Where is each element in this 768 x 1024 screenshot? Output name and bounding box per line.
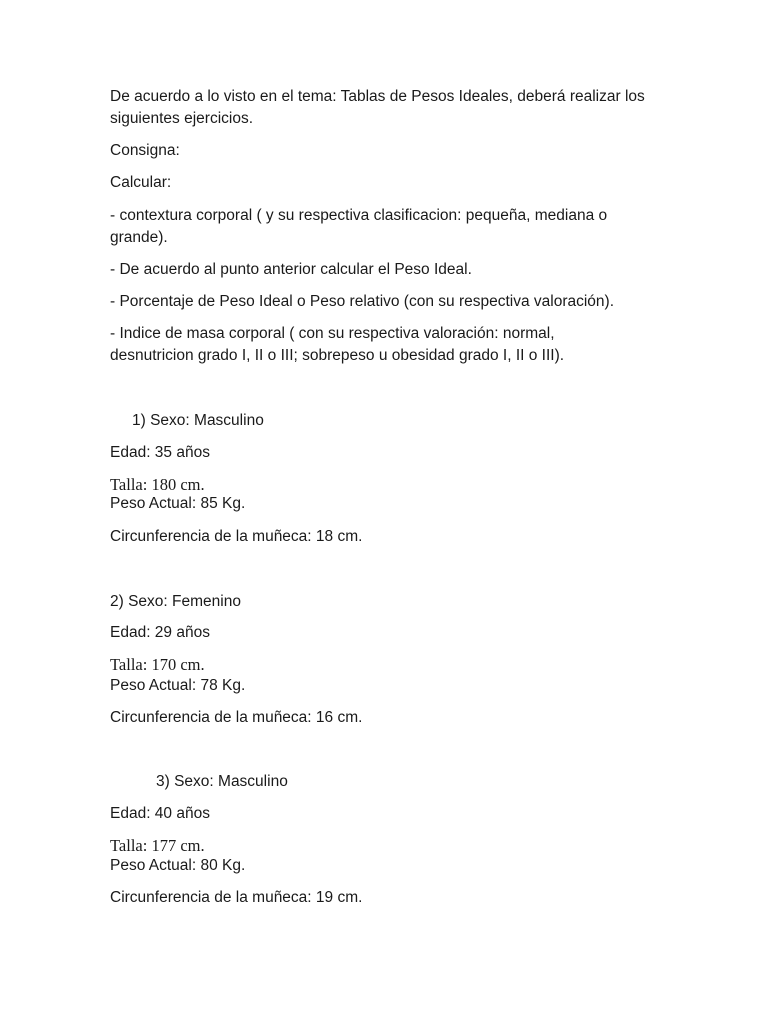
item-peso-ideal: - De acuerdo al punto anterior calcular el Peso Ideal.: [110, 261, 472, 278]
case-1-muneca: Circunferencia de la muñeca: 18 cm.: [110, 528, 363, 545]
item-porcentaje-peso: - Porcentaje de Peso Ideal o Peso relativo (con su respectiva valoración).: [110, 293, 615, 310]
case-2-muneca: Circunferencia de la muñeca: 16 cm.: [110, 709, 363, 726]
intro-line-2: siguientes ejercicios.: [110, 110, 254, 127]
case-3-title: 3) Sexo: Masculino: [156, 773, 288, 790]
item-contextura-line-1: - contextura corporal ( y su respectiva clasificacion: pequeña, mediana o: [110, 207, 608, 224]
case-2-talla: Talla: 170 cm.: [110, 655, 205, 674]
intro-line-1: De acuerdo a lo visto en el tema: Tablas de Pesos Ideales, deberá realizar los: [110, 88, 645, 105]
case-2-peso: Peso Actual: 78 Kg.: [110, 677, 246, 694]
case-3-muneca: Circunferencia de la muñeca: 19 cm.: [110, 889, 363, 906]
consigna-heading: Consigna:: [110, 142, 180, 159]
case-2-edad: Edad: 29 años: [110, 624, 210, 641]
case-3-edad: Edad: 40 años: [110, 805, 210, 822]
item-imc-line-1: - Indice de masa corporal ( con su respectiva valoración: normal,: [110, 325, 555, 342]
case-3-talla: Talla: 177 cm.: [110, 836, 205, 855]
case-2-title: 2) Sexo: Femenino: [110, 593, 241, 610]
case-1-edad: Edad: 35 años: [110, 444, 210, 461]
item-contextura-line-2: grande).: [110, 229, 168, 246]
case-1-peso: Peso Actual: 85 Kg.: [110, 495, 246, 512]
case-1-talla: Talla: 180 cm.: [110, 475, 205, 494]
item-imc-line-2: desnutricion grado I, II o III; sobrepeso u obesidad grado I, II o III).: [110, 347, 565, 364]
calcular-heading: Calcular:: [110, 174, 172, 191]
case-3-peso: Peso Actual: 80 Kg.: [110, 857, 246, 874]
case-1-title: 1) Sexo: Masculino: [132, 412, 264, 429]
